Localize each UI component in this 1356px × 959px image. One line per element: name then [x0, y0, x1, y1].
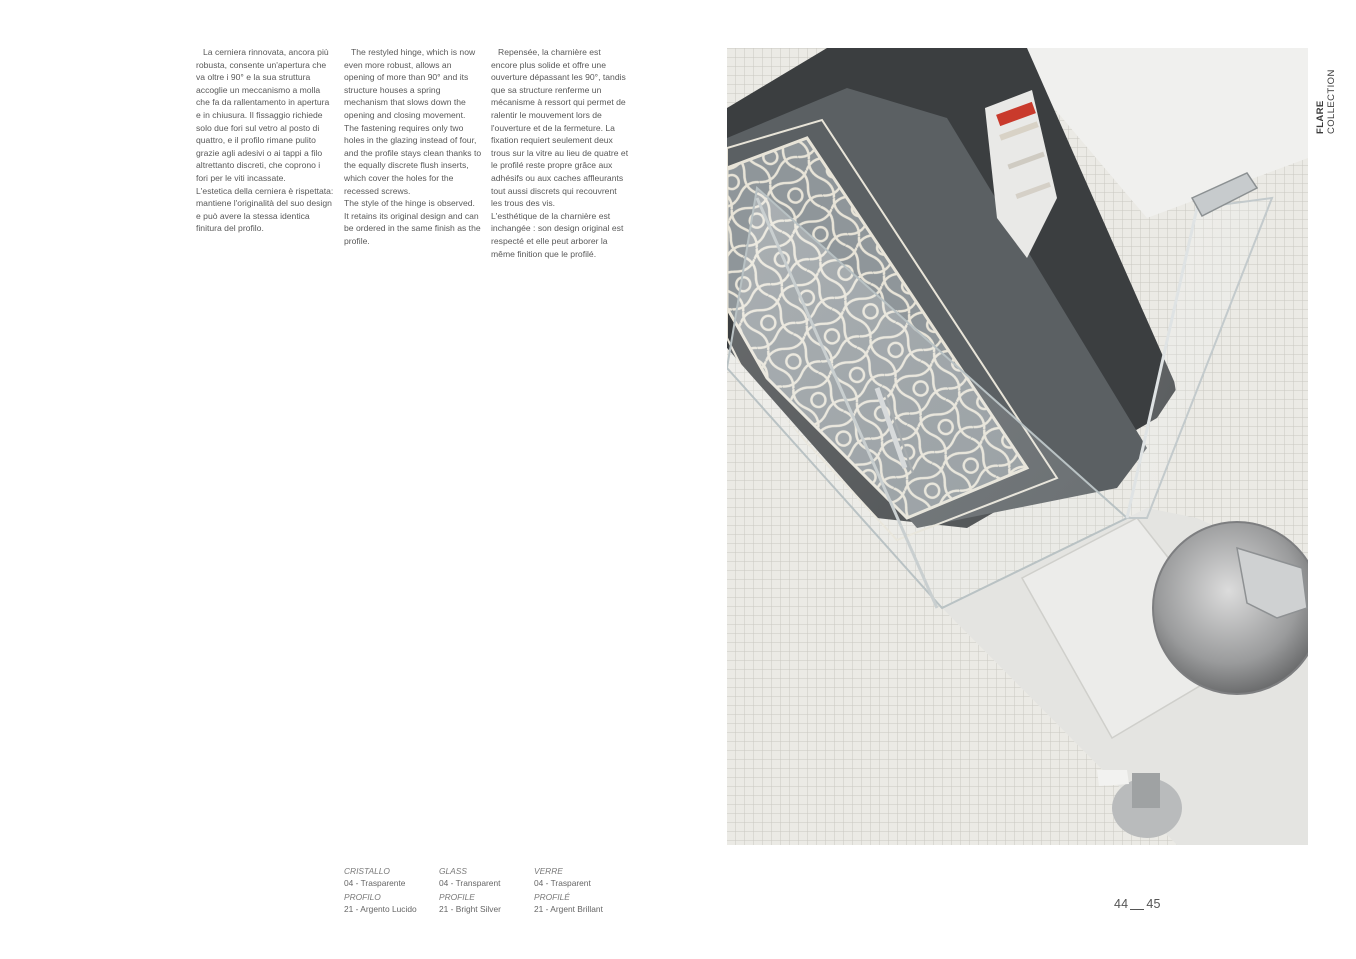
- page-separator: [1130, 909, 1144, 910]
- collection-label: [1315, 48, 1337, 134]
- profile-value: 21 - Argento Lucido: [344, 903, 417, 914]
- shower-enclosure-illustration: [727, 48, 1308, 845]
- specs-french: [534, 866, 603, 915]
- glass-value: 04 - Trasparente: [344, 877, 406, 888]
- specs-english: [439, 866, 501, 915]
- page-number-right: 45: [1146, 897, 1161, 911]
- glass-value: 04 - Trasparent: [534, 877, 591, 888]
- specs-italian: [344, 866, 417, 915]
- profile-value: 21 - Argent Brillant: [534, 903, 603, 914]
- glass-label: CRISTALLO: [344, 866, 390, 876]
- profile-label: PROFILE: [439, 892, 475, 902]
- product-photo: [727, 48, 1308, 845]
- collection-word: COLLECTION: [1326, 69, 1337, 134]
- profile-label: PROFILO: [344, 892, 381, 902]
- text-column-english: [344, 46, 482, 248]
- text-column-french: [491, 46, 629, 260]
- page-number-left: 44: [1114, 897, 1129, 911]
- paragraph: The restyled hinge, which is now even more robust, allows an opening of more than 90° and its structure houses a spring mechanism that slows down the opening and closing movement. The fastening requires only two holes in the glazing instead of four, and the profile stays clean thanks to the equally discrete flush inserts, which cover the holes for the recessed screws.: [344, 47, 482, 196]
- paragraph: L'estetica della cerniera è rispettata: mantiene l'originalità del suo design e può avere la stessa identica finitura del profilo.: [196, 185, 334, 234]
- paragraph: La cerniera rinnovata, ancora più robusta, consente un'apertura che va oltre i 90° e la sua struttura accoglie un meccanismo a molla che fa da rallentamento in apertura e in chiusura. Il fissaggio richiede solo due fori sul vetro al posto di quattro, e il profilo rimane pulito grazie agli adesivi o ai tappi a filo altrettanto discreti, che coprono i fori per le viti incassate.: [196, 47, 330, 183]
- profile-label: PROFILÉ: [534, 892, 570, 902]
- text-column-italian: [196, 46, 334, 235]
- paragraph: The style of the hinge is observed. It retains its original design and can be ordered in the same finish as the profile.: [344, 198, 481, 246]
- glass-value: 04 - Transparent: [439, 877, 501, 888]
- paragraph: L'esthétique de la charnière est inchangée : son design original est respecté et elle peut arborer la même finition que le profilé.: [491, 210, 624, 259]
- glass-label: GLASS: [439, 866, 467, 876]
- glass-label: VERRE: [534, 866, 563, 876]
- page-numbers: [1114, 897, 1161, 911]
- profile-value: 21 - Bright Silver: [439, 903, 501, 914]
- collection-name: FLARE: [1315, 100, 1326, 134]
- paragraph: Repensée, la charnière est encore plus solide et offre une ouverture dépassant les 90°, tandis que sa structure renferme un mécanisme à ressort qui permet de ralentir le mouvement lors de l'ouverture et de la fermeture. La fixation requiert seulement deux trous sur la vitre au lieu de quatre et le profilé reste propre grâce aux adhésifs ou aux caches affleurants tout aussi discrets qui recouvrent les trous des vis.: [491, 47, 629, 209]
